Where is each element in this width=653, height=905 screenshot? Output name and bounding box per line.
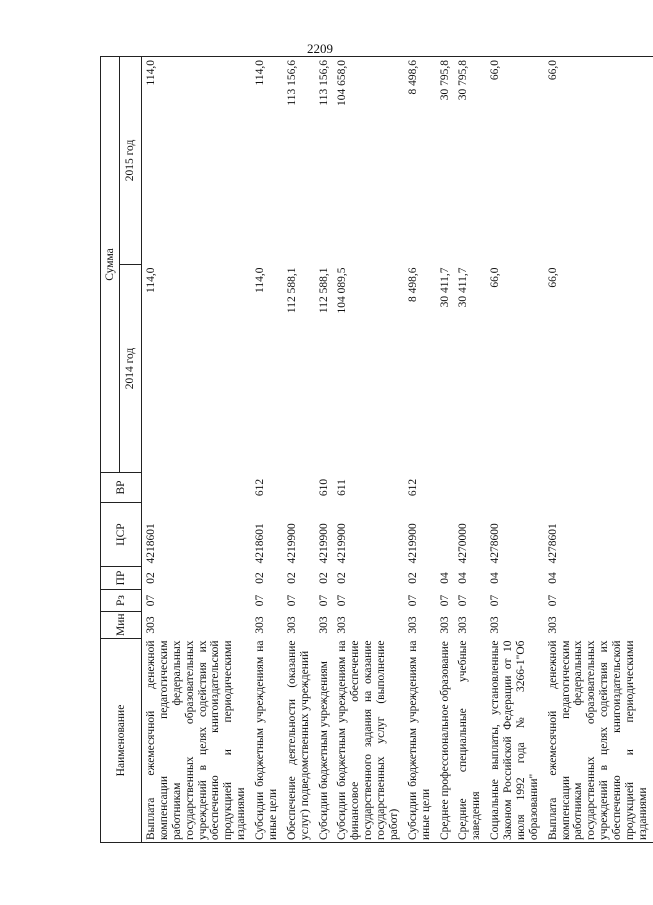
row-csr: 4219900 [317, 523, 330, 564]
row-pr: 02 [285, 572, 298, 584]
row-name: Выплата ежемесячной денежной компенсации педагогическим работникам федеральных государственных образовательных учреждений в целях содействия их обеспечению книгоиздательской продукцией и периодическими изданиями [142, 639, 252, 843]
page-number: 2209 [307, 41, 333, 56]
row-vr [544, 473, 653, 503]
budget-table [100, 56, 653, 843]
header-pr: ПР [101, 567, 142, 590]
row-csr [436, 503, 455, 567]
row-sum-2014: 114,0 [145, 267, 157, 293]
row-vr: 611 [336, 479, 349, 496]
row-rz: 07 [145, 594, 157, 607]
table-row [454, 56, 486, 842]
row-sum-2015: 30 795,8 [454, 56, 486, 264]
header-csr: ЦСР [101, 503, 142, 567]
row-rz: 07 [336, 594, 349, 607]
row-pr: 02 [406, 572, 419, 584]
row-csr: 4278601 [546, 523, 559, 564]
table-row [436, 56, 455, 842]
row-min: 303 [457, 616, 470, 634]
row-min: 303 [489, 616, 502, 634]
row-vr: 612 [406, 478, 419, 497]
row-min: 303 [285, 616, 298, 634]
row-csr: 4218601 [145, 523, 157, 564]
row-sum-2014: 66,0 [546, 267, 559, 288]
row-rz: 07 [254, 594, 266, 607]
row-min: 303 [336, 616, 349, 634]
rotated-page [100, 57, 649, 843]
header-rz: Рз [101, 590, 142, 612]
row-vr: 612 [254, 478, 266, 497]
row-vr [283, 473, 315, 503]
table-body [142, 56, 653, 842]
table-row [333, 56, 403, 842]
row-sum-2014: 104 089,5 [336, 267, 349, 314]
row-sum-2015: 113 156,6 [283, 56, 315, 264]
row-min: 303 [317, 616, 330, 634]
row-name: Средние специальные учебные заведения [454, 639, 486, 843]
row-sum-2015: 113 156,6 [315, 56, 334, 264]
header-name: Наименование [101, 639, 142, 843]
row-vr [436, 473, 455, 503]
row-rz: 07 [489, 594, 502, 607]
row-sum-2014: 66,0 [489, 267, 502, 288]
row-sum-2015: 30 795,8 [436, 56, 455, 264]
row-pr: 02 [317, 572, 330, 584]
table-row [142, 56, 252, 842]
row-name: Выплата ежемесячной денежной компенсации педагогическим работникам федеральных государственных образовательных учреждений в целях содействия их обеспечению книгоиздательской продукцией и периодическими изданиями [544, 639, 653, 843]
row-min: 303 [254, 616, 266, 634]
table-header [101, 56, 142, 842]
table-row [315, 56, 334, 842]
row-csr: 4270000 [457, 523, 470, 564]
row-csr: 4219900 [336, 523, 349, 564]
header-sum: Сумма [101, 56, 120, 472]
row-sum-2015: 8 498,6 [404, 56, 436, 264]
row-sum-2014: 112 588,1 [285, 267, 298, 314]
row-sum-2015: 114,0 [251, 56, 283, 264]
row-pr: 02 [145, 572, 157, 584]
row-name: Субсидии бюджетным учреждениям [315, 639, 334, 843]
row-pr: 02 [336, 572, 349, 584]
row-min: 303 [438, 616, 451, 634]
row-rz: 07 [317, 594, 330, 607]
row-name: Социальные выплаты, установленные Законом Российской Федерации от 10 июля 1992 года № 3266-1"Об образовании" [486, 639, 544, 843]
table-row [486, 56, 544, 842]
row-csr: 4219900 [406, 523, 419, 564]
table-row [544, 56, 653, 842]
row-name: Субсидии бюджетным учреждениям на иные цели [404, 639, 436, 843]
row-name: Обеспечение деятельности (оказание услуг) подведомственных учреждений [283, 639, 315, 843]
header-2014: 2014 год [120, 265, 142, 473]
table-row [283, 56, 315, 842]
row-pr: 04 [489, 572, 502, 584]
row-min: 303 [145, 616, 157, 634]
row-min: 303 [546, 616, 559, 634]
row-sum-2014: 112 588,1 [317, 267, 330, 314]
row-vr [454, 473, 486, 503]
row-csr: 4219900 [285, 523, 298, 564]
table-row [404, 56, 436, 842]
row-sum-2014: 30 411,7 [438, 267, 451, 308]
row-sum-2015: 66,0 [486, 56, 544, 264]
row-sum-2015: 114,0 [142, 56, 252, 264]
row-rz: 07 [438, 594, 451, 607]
header-2015: 2015 год [120, 56, 142, 264]
table-row [251, 56, 283, 842]
header-vr: ВР [101, 473, 142, 503]
row-rz: 07 [285, 594, 298, 607]
row-name: Субсидии бюджетным учреждениям на иные цели [251, 639, 283, 843]
row-name: Среднее профессиональное образование [436, 639, 455, 843]
row-sum-2014: 114,0 [254, 267, 266, 293]
row-sum-2015: 104 658,0 [333, 56, 403, 264]
row-pr: 04 [438, 572, 451, 584]
row-rz: 07 [546, 594, 559, 607]
row-name: Субсидии бюджетным учреждениям на финансовое обеспечение государственного задания на оказание государственных услуг (выполнение работ) [333, 639, 403, 843]
row-sum-2014: 8 498,6 [406, 267, 419, 302]
row-csr: 4218601 [254, 523, 266, 564]
row-rz: 07 [406, 594, 419, 607]
header-min: Мин [101, 612, 142, 639]
row-pr: 04 [457, 572, 470, 584]
row-vr [486, 473, 544, 503]
row-pr: 04 [546, 572, 559, 584]
row-rz: 07 [457, 594, 470, 607]
row-min: 303 [406, 616, 419, 634]
row-vr: 610 [317, 478, 330, 497]
row-pr: 02 [254, 572, 266, 584]
row-vr [142, 473, 252, 503]
row-csr: 4278600 [489, 523, 502, 564]
row-sum-2014: 30 411,7 [457, 267, 470, 308]
row-sum-2015: 66,0 [544, 56, 653, 264]
